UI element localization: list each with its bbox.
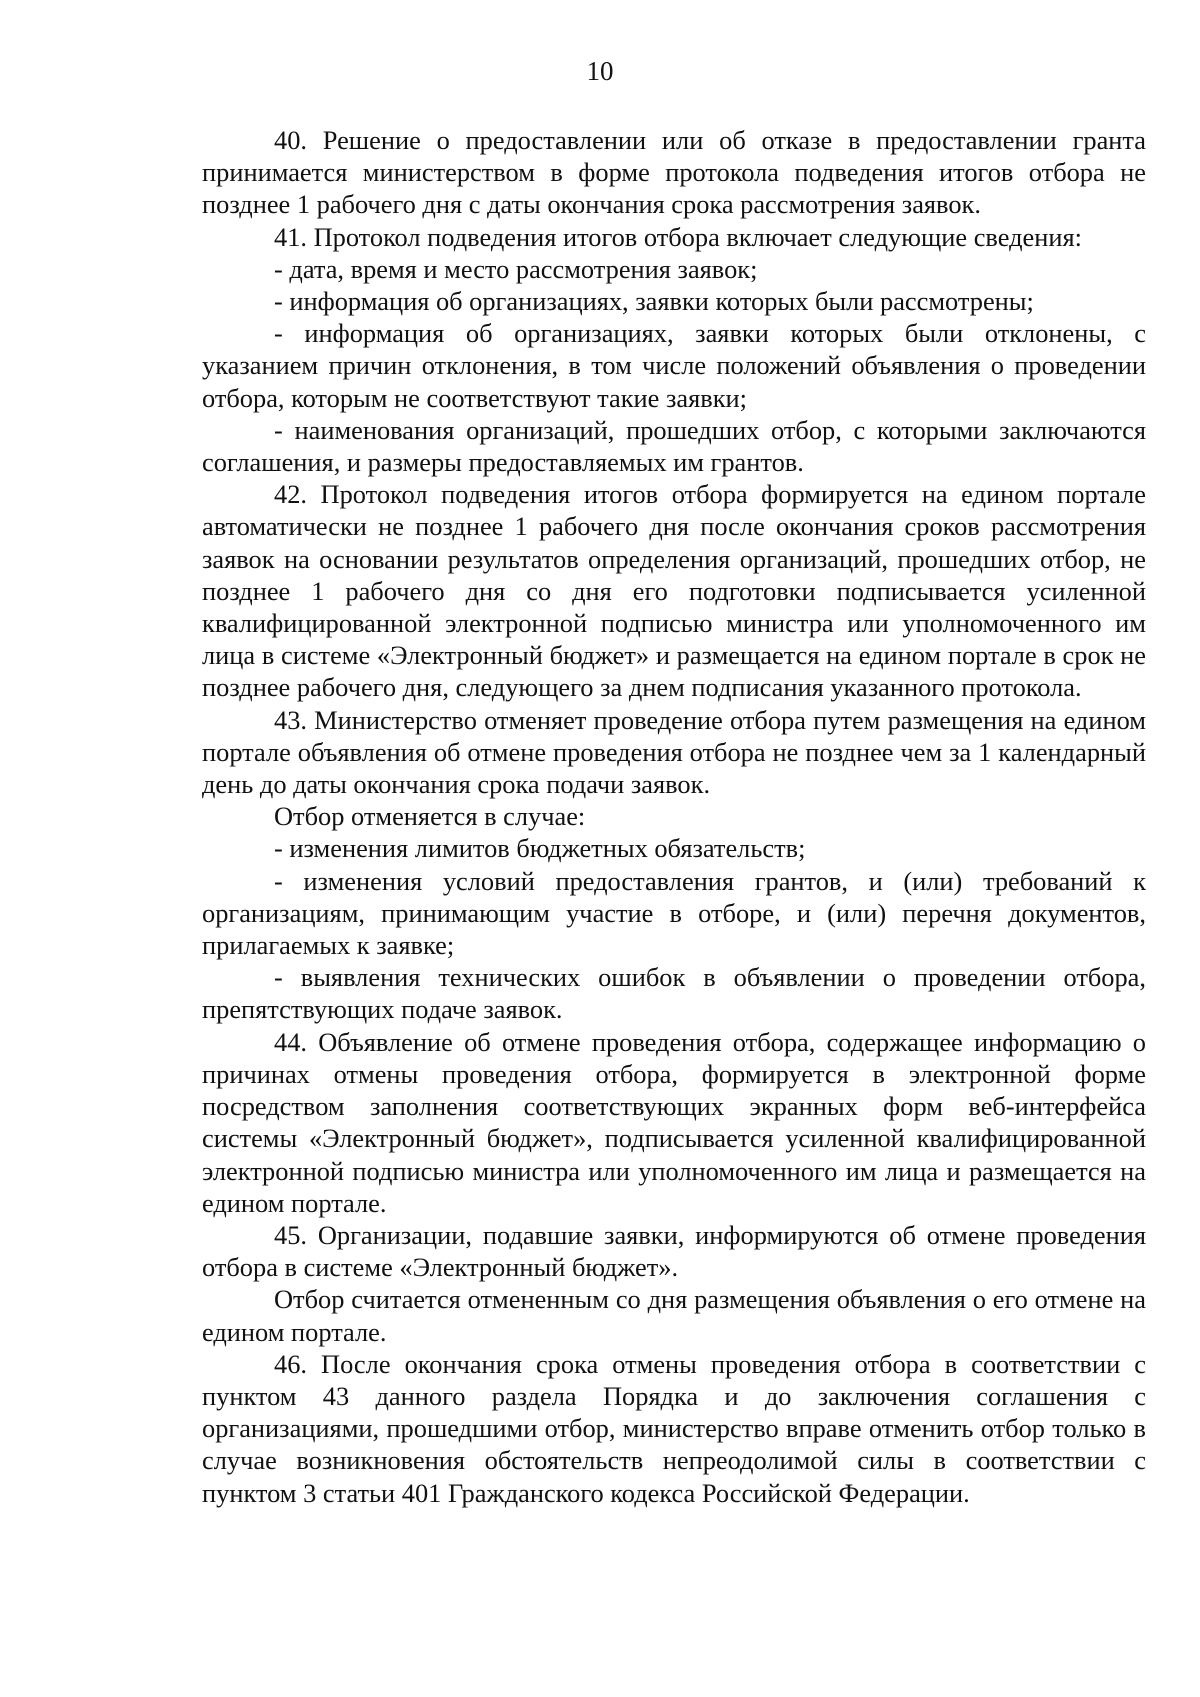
paragraph-44: 44. Объявление об отмене проведения отбора, содержащее информацию о причинах отмены проведения отбора, формируется в электронной форме посредством заполнения соответствующих экранных форм веб-интерфейса системы «Электронный бюджет», подписывается усиленной квалифицированной электронной подписью министра или уполномоченного им лица и размещается на едином портале. — [202, 1026, 1146, 1218]
paragraph-41: 41. Протокол подведения итогов отбора включает следующие сведения: — [274, 221, 1082, 252]
list-item: - информация об организациях, заявки которых были рассмотрены; — [274, 286, 1034, 317]
list-item: - наименования организаций, прошедших отбор, с которыми заключаются соглашения, и размеры предоставляемых им грантов. — [202, 414, 1146, 478]
list-item: - дата, время и место рассмотрения заявок; — [274, 253, 758, 284]
list-item: - изменения лимитов бюджетных обязательств; — [274, 833, 806, 864]
paragraph-43: 43. Министерство отменяет проведение отбора путем размещения на едином портале объявления об отмене проведения отбора не позднее чем за 1 календарный день до даты окончания срока подачи заявок. — [202, 704, 1146, 800]
paragraph-46: 46. После окончания срока отмены проведения отбора в соответствии с пунктом 43 данного раздела Порядка и до заключения соглашения с организациями, прошедшими отбор, министерство вправе отменить отбор только в случае возникновения обстоятельств непреодолимой силы в соответствии с пунктом 3 статьи 401 Гражданского кодекса Российской Федерации. — [202, 1348, 1146, 1508]
paragraph-42: 42. Протокол подведения итогов отбора формируется на едином портале автоматически не позднее 1 рабочего дня после окончания сроков рассмотрения заявок на основании результатов определения организаций, прошедших отбор, не позднее 1 рабочего дня со дня его подготовки подписывается усиленной квалифицированной электронной подписью министра или уполномоченного им лица в системе «Электронный бюджет» и размещается на едином портале в срок не позднее рабочего дня, следующего за днем подписания указанного протокола. — [202, 479, 1146, 703]
page-number: 10 — [586, 56, 614, 86]
list-item: - изменения условий предоставления грантов, и (или) требований к организациям, принимающим участие в отборе, и (или) перечня документов, прилагаемых к заявке; — [202, 865, 1146, 961]
paragraph-text: Отбор считается отмененным со дня размещения объявления о его отмене на едином портале. — [202, 1284, 1146, 1347]
document-body — [202, 124, 1146, 1509]
list-item: - выявления технических ошибок в объявлении о проведении отбора, препятствующих подаче заявок. — [202, 962, 1146, 1025]
list-item: - информация об организациях, заявки которых были отклонены, с указанием причин отклонения, в том числе положений объявления о проведении отбора, которым не соответствуют такие заявки; — [202, 318, 1146, 413]
paragraph-45: 45. Организации, подавшие заявки, информируются об отмене проведения отбора в системе «Электронный бюджет». — [202, 1219, 1146, 1283]
paragraph-40: 40. Решение о предоставлении или об отказе в предоставлении гранта принимается министерством в форме протокола подведения итогов отбора не позднее 1 рабочего дня с даты окончания срока рассмотрения заявок. — [202, 125, 1146, 220]
paragraph-text: Отбор отменяется в случае: — [274, 801, 586, 832]
